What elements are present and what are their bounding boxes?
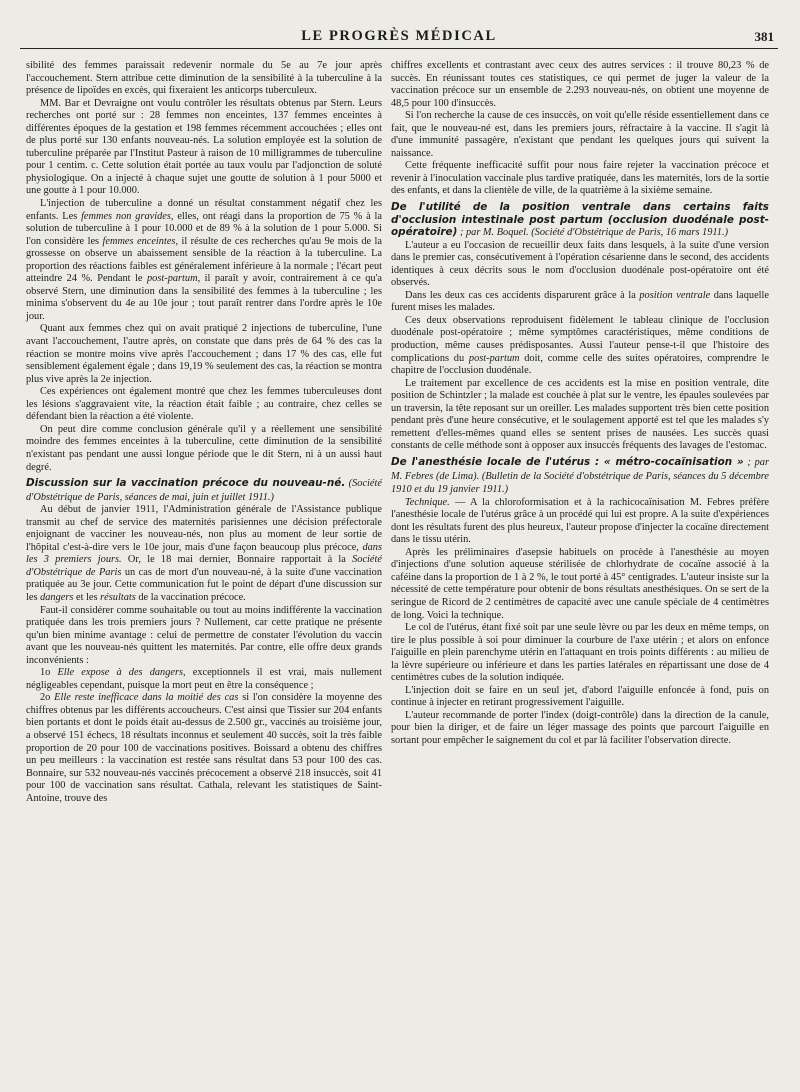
paragraph: L'injection doit se faire en un seul jet, d'abord l'aiguille enfoncée à fond, puis on continue à injecter en retirant progressivement l'aiguille. (391, 684, 769, 709)
paragraph: Si l'on recherche la cause de ces insuccès, on voit qu'elle réside essentiellement dans ce fait, que le nouveau-né est, dans les premiers jours, réfractaire à la vaccine. Il s'agit là d'une immunité passagère, n'existant que pendant les quelques jours qui suivent la naissance. (391, 110, 769, 159)
list-item: 1o Elle expose à des dangers, exceptionnels il est vrai, mais nullement négligeables cependant, puisque la mort peut en être la conséquence ; (26, 667, 382, 691)
page-number: 381 (754, 29, 774, 44)
section-heading-vaccination: Discussion sur la vaccination précoce du nouveau-né. (Société d'Obstétrique de Paris, séances de mai, juin et juillet 1911.) (26, 477, 382, 503)
paragraph: Cette fréquente inefficacité suffit pour nous faire rejeter la vaccination précoce et revenir à l'inoculation vaccinale plus tardive pratiquée, dans les maternités, lors de la sortie des enfants, et dans la clientèle de ville, de la quatrième à la sixième semaine. (391, 160, 769, 197)
paragraph: On peut dire comme conclusion générale qu'il y a réellement une sensibilité moindre des femmes enceintes à la tuberculine, cette diminution de la sensibilité n'existant pas pendant une aussi longue période que le dit Stern, ni à un aussi haut degré. (26, 423, 382, 473)
running-header (20, 24, 778, 49)
section-heading-position-ventrale: De l'utilité de la position ventrale dans certains faits d'occlusion intestinale post partum (occlusion duodénale post-opératoire) ; par M. Boquel. (Société d'Obstétrique de Paris, 16 mars 1911.) (391, 201, 769, 239)
paragraph: Dans les deux cas ces accidents disparurent grâce à la position ventrale dans laquelle furent mises les malades. (391, 289, 769, 314)
paragraph: L'injection de tuberculine a donné un résultat constamment négatif chez les enfants. Les femmes non gravides, elles, ont réagi dans la proportion de 75 % à la solution de tuberculine à 1 pour 10.000 et de 89 % à la solution de 1 pour 5.000. Si l'on considère les femmes enceintes, il résulte de ces recherches qu'au 9e mois de la grossesse on observe un abaissement sensible de la réaction à la tuberculine. La proportion des réactions faibles est généralement inférieure à la normale ; l'écart peut atteindre 24 %. Pendant le post-partum, il paraît y avoir, contrairement à ce qu'a observé Stern, une diminution dans la sensibilité des femmes à la tuberculine ; les minima s'observent du 4e au 10e jour ; tout paraît rentrer dans l'ordre après le 10e jour. (26, 198, 383, 322)
paragraph: chiffres excellents et contrastant avec ceux des autres services : il trouve 80,23 % de succès. En réunissant toutes ces statistiques, ce qui permet de juger la valeur de la vaccination précoce sur un ensemble de 2.293 nouveau-nés, on obtient une moyenne de 48,5 pour 100 d'insuccès. (391, 60, 769, 109)
paragraph: Le col de l'utérus, étant fixé soit par une seule lèvre ou par les deux en même temps, on tire le plus possible à soi pour diminuer la courbure de l'axe utérin ; et alors on enfonce l'aiguille en plein parenchyme utérin en l'attaquant en trois points différents : au milieu de la lèvre supérieure ou inférieure et dans les parties latérales en répartissant une dose de 4 centimètres cubes de la solution indiquée. (391, 622, 769, 684)
paragraph: Faut-il considérer comme souhaitable ou tout au moins indifférente la vaccination pratiquée dans les trois premiers jours ? Nullement, car cette pratique ne présente qu'un bien minime avantage : celui de permettre de constater l'évolution du vaccin avant que les nouveau-nés quittent les maternités. Par contre, elle offre deux grands inconvénients : (26, 604, 382, 666)
left-column (26, 60, 382, 805)
right-column (391, 60, 769, 748)
paragraph: Au début de janvier 1911, l'Administration générale de l'Assistance publique transmit au chef de service des maternités parisiennes une décision préfectorale enjoignant de vacciner les nouveau-nés, non plus au moment de leur sortie de l'hôpital c'est-à-dire vers le 10e jour, mais d'une façon beaucoup plus précoce, dans les 3 premiers jours. Or, le 18 mai dernier, Bonnaire rapportait à la Société d'Obstétrique de Paris un cas de mort d'un nouveau-né, à la suite d'une vaccination pratiquée au 3e jour. Cette communication fut le point de départ d'une discussion sur les dangers et les résultats de la vaccination précoce. (26, 504, 382, 603)
paragraph: sibilité des femmes paraissait redevenir normale du 5e au 7e jour après l'accouchement. Stern attribue cette diminution de la sensibilité à la tuberculine à la présence de lipoïdes en excès, qui fixeraient les anticorps tuberculeux. (26, 60, 382, 97)
section-heading-anesthesie: De l'anesthésie locale de l'utérus : « métro-cocaïnisation » ; par M. Febres (de Lima). (Bulletin de la Société d'obstétrique de Paris, séances du 5 décembre 1910 et du 19 janvier 1911.) (391, 455, 769, 496)
paragraph: L'auteur a eu l'occasion de recueillir deux faits dans lesquels, à la suite d'une version dans le premier cas, consécutivement à l'opération césarienne dans le second, des accidents identiques à ceux décrits sous le nom d'occlusion duodénale post-opératoire ont été observés. (391, 239, 769, 289)
paragraph: Après les préliminaires d'asepsie habituels on procède à l'anesthésie au moyen d'injections d'une solution aqueuse stérilisée de chlorhydrate de cocaïne associé à la caféine dans la proportion de 1 à 2 %, le tout porté à 45° centigrades. L'auteur insiste sur la nécessité de cette température pour obtenir de bons résultats anesthésiques. On se sert de la seringue de Ricord de 2 centimètres de capacité avec une canule spéciale de 4 centimètres de long. Voici la technique. (391, 546, 769, 621)
journal-title: LE PROGRÈS MÉDICAL (301, 28, 497, 44)
paragraph: Ces expériences ont également montré que chez les femmes tuberculeuses dont les lésions s'aggravaient vite, la réaction était faible ; au contraire, chez celles se défendant bien la réaction a été violente. (26, 386, 382, 423)
paragraph: Ces deux observations reproduisent fidèlement le tableau clinique de l'occlusion duodénale post-opératoire ; même symptômes caractéristiques, même conditions de production, même causes prédisposantes. Aussi l'auteur pense-t-il que l'histoire des complications du post-partum doit, comme celle des suites opératoires, comprendre le chapitre de l'occlusion duodénale. (391, 314, 769, 377)
list-item: 2o Elle reste inefficace dans la moitié des cas si l'on considère la moyenne des chiffres obtenus par les différents accoucheurs. C'est ainsi que Tissier sur 204 enfants bien portants et dont le poids était au-dessus de 2.500 gr., vaccinés au troisième jour, a observé 151 échecs, 18 résultats inconnus et seulement 40 succès, soit la très faible proportion de 20 pour 100 de vaccinations positives. Boissard a obtenu des chiffres un peu meilleurs : la vaccination est restée sans résultat dans 53 pour 100 des cas. Bonnaire, sur 532 nouveau-nés vaccinés précocement a observé 218 insuccès, soit 41 pour 100 de vaccination sans résultat. Cathala, relevant les statistiques de Saint-Antoine, trouve des (26, 692, 382, 804)
paragraph: MM. Bar et Devraigne ont voulu contrôler les résultats obtenus par Stern. Leurs recherches ont porté sur : 28 femmes non enceintes, 137 femmes enceintes à différentes époques de la gestation et 198 femmes récemment accouchées ; elles ont de plus porté sur 130 enfants nouveau-nés. La solution employée est la solution de tuberculine préparée par l'Institut Pasteur à raison de 10 milligrammes de tuberculine pour 1 centim. c. Cette solution était portée au taux voulu par l'adjonction de soluté physiologique. On a injecté à chaque sujet une goutte de solution à 1 pour 5000 et une goutte à 1 pour 10.000. (26, 97, 382, 197)
paragraph: Le traitement par excellence de ces accidents est la mise en position ventrale, dite position de Schintzler ; la malade est couchée à plat sur le ventre, les épaules soulevées par un traversin, la tête reposant sur un oreiller. Les malades supportent très bien cette position pendant près d'une heure consécutive, et le soulagement apporté est tel que les malades s'y remettent d'elles-mêmes quand elles se sentent prises de nausées. Les succès quasi constants de celle méthode sont à opposer aux insuccès fréquents des lavages de l'estomac. (391, 377, 769, 452)
paragraph: Technique. — A la chloroformisation et à la rachicocaïnisation M. Febres préfère l'anesthésie locale de l'utérus grâce à un procédé qui lui est propre. A la suite d'expériences dont les résultats furent des plus heureux, l'auteur propose d'injecter la cocaïne directement dans le tissu utérin. (391, 496, 769, 546)
paragraph: Quant aux femmes chez qui on avait pratiqué 2 injections de tuberculine, l'une avant l'accouchement, l'autre après, on constate que dans près de 64 % des cas la réaction se montre moins vive après l'accouchement ; dans 17 % des cas, elle fut sensiblement également égale ; dans 19,19 % seulement des cas, la réaction se montra plus vive après la 2e injection. (26, 323, 382, 385)
paragraph: L'auteur recommande de porter l'index (doigt-contrôle) dans la direction de la canule, pour bien la diriger, et de faire un léger massage des points que parcourt l'aiguille en sortant pour empêcher le saignement du col et par là faciliter l'observation directe. (391, 709, 769, 746)
